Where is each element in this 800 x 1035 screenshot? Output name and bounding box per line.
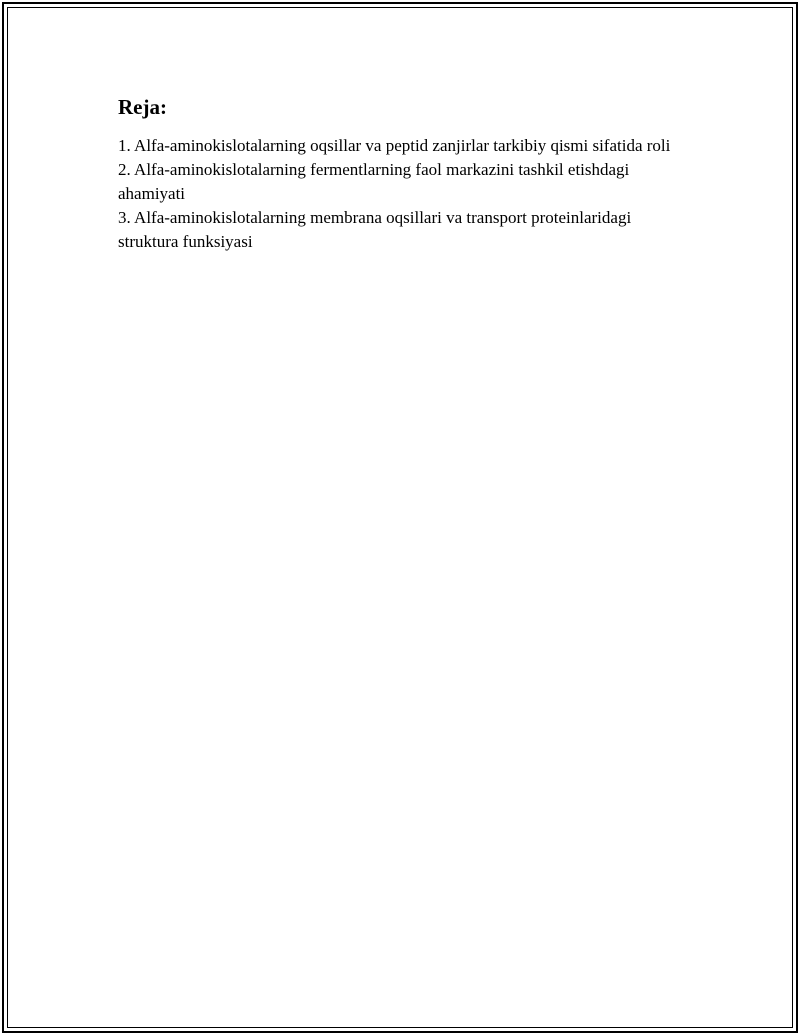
plan-item-1: 1. Alfa-aminokislotalarning oqsillar va peptid zanjirlar tarkibiy qismi sifatida roli [118, 136, 671, 155]
plan-item-3: 3. Alfa-aminokislotalarning membrana oqsillari va transport proteinlaridagi struktura funksiyasi [118, 208, 632, 251]
plan-item-2: 2. Alfa-aminokislotalarning fermentlarning faol markazini tashkil etishdagi ahamiyati [118, 160, 630, 203]
plan-heading: Reja: [118, 95, 167, 119]
plan-list [118, 134, 688, 254]
document-body [118, 94, 688, 254]
